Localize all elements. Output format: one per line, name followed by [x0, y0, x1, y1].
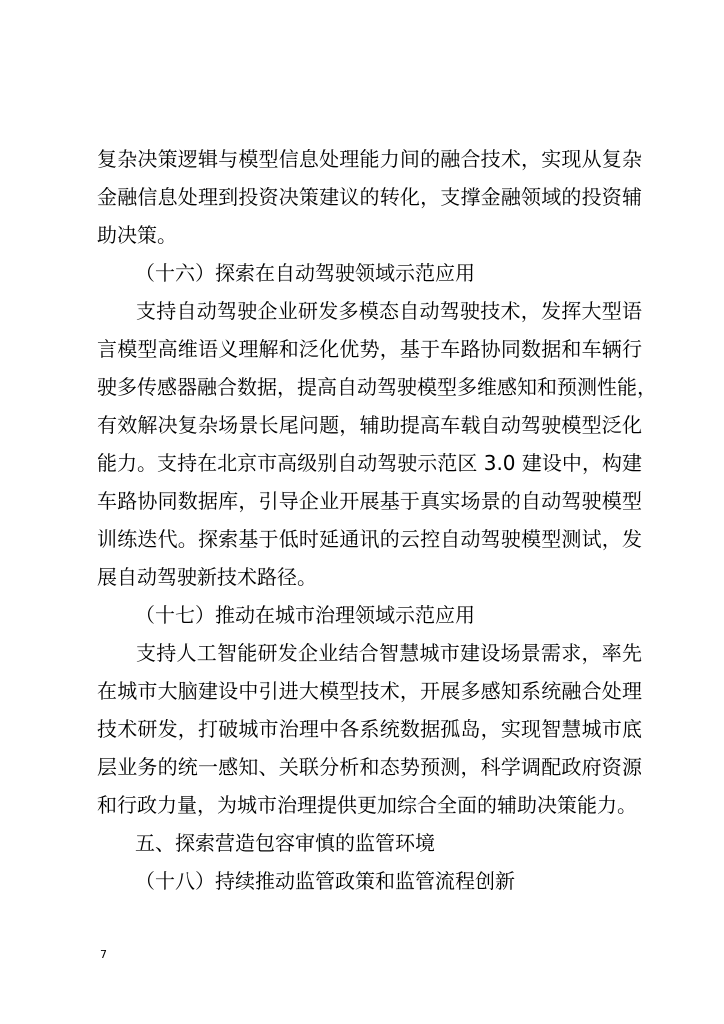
- section-heading: （十七）推动在城市治理领域示范应用: [135, 603, 475, 627]
- text-line: 支持自动驾驶企业研发多模态自动驾驶技术，发挥大型语: [136, 299, 642, 323]
- section-heading: （十六）探索在自动驾驶领域示范应用: [135, 261, 475, 285]
- text-line: 驶多传感器融合数据，提高自动驾驶模型多维感知和预测性能，: [97, 375, 657, 399]
- section-heading: （十八）持续推动监管政策和监管流程创新: [135, 869, 515, 893]
- text-line: 技术研发，打破城市治理中各系统数据孤岛，实现智慧城市底: [97, 717, 642, 741]
- text-line: 能力。支持在北京市高级别自动驾驶示范区 3.0 建设中，构建: [97, 451, 642, 475]
- section-heading: 五、探索营造包容审慎的监管环境: [135, 831, 435, 855]
- text-line: 助决策。: [97, 223, 177, 247]
- text-line: 层业务的统一感知、关联分析和态势预测，科学调配政府资源: [97, 755, 642, 779]
- text-line: 训练迭代。探索基于低时延通讯的云控自动驾驶模型测试，发: [97, 527, 642, 551]
- text-line: 言模型高维语义理解和泛化优势，基于车路协同数据和车辆行: [97, 337, 642, 361]
- text-line: 复杂决策逻辑与模型信息处理能力间的融合技术，实现从复杂: [97, 147, 642, 171]
- text-line: 有效解决复杂场景长尾问题，辅助提高车载自动驾驶模型泛化: [97, 413, 642, 437]
- text-line: 展自动驾驶新技术路径。: [97, 565, 317, 589]
- text-line: 在城市大脑建设中引进大模型技术，开展多感知系统融合处理: [97, 679, 642, 703]
- page-number: 7: [100, 948, 107, 961]
- text-line: 金融信息处理到投资决策建议的转化，支撑金融领域的投资辅: [97, 185, 642, 209]
- text-line: 支持人工智能研发企业结合智慧城市建设场景需求，率先: [136, 641, 642, 665]
- text-line: 车路协同数据库，引导企业开展基于真实场景的自动驾驶模型: [97, 489, 642, 513]
- text-line: 和行政力量，为城市治理提供更加综合全面的辅助决策能力。: [97, 793, 637, 817]
